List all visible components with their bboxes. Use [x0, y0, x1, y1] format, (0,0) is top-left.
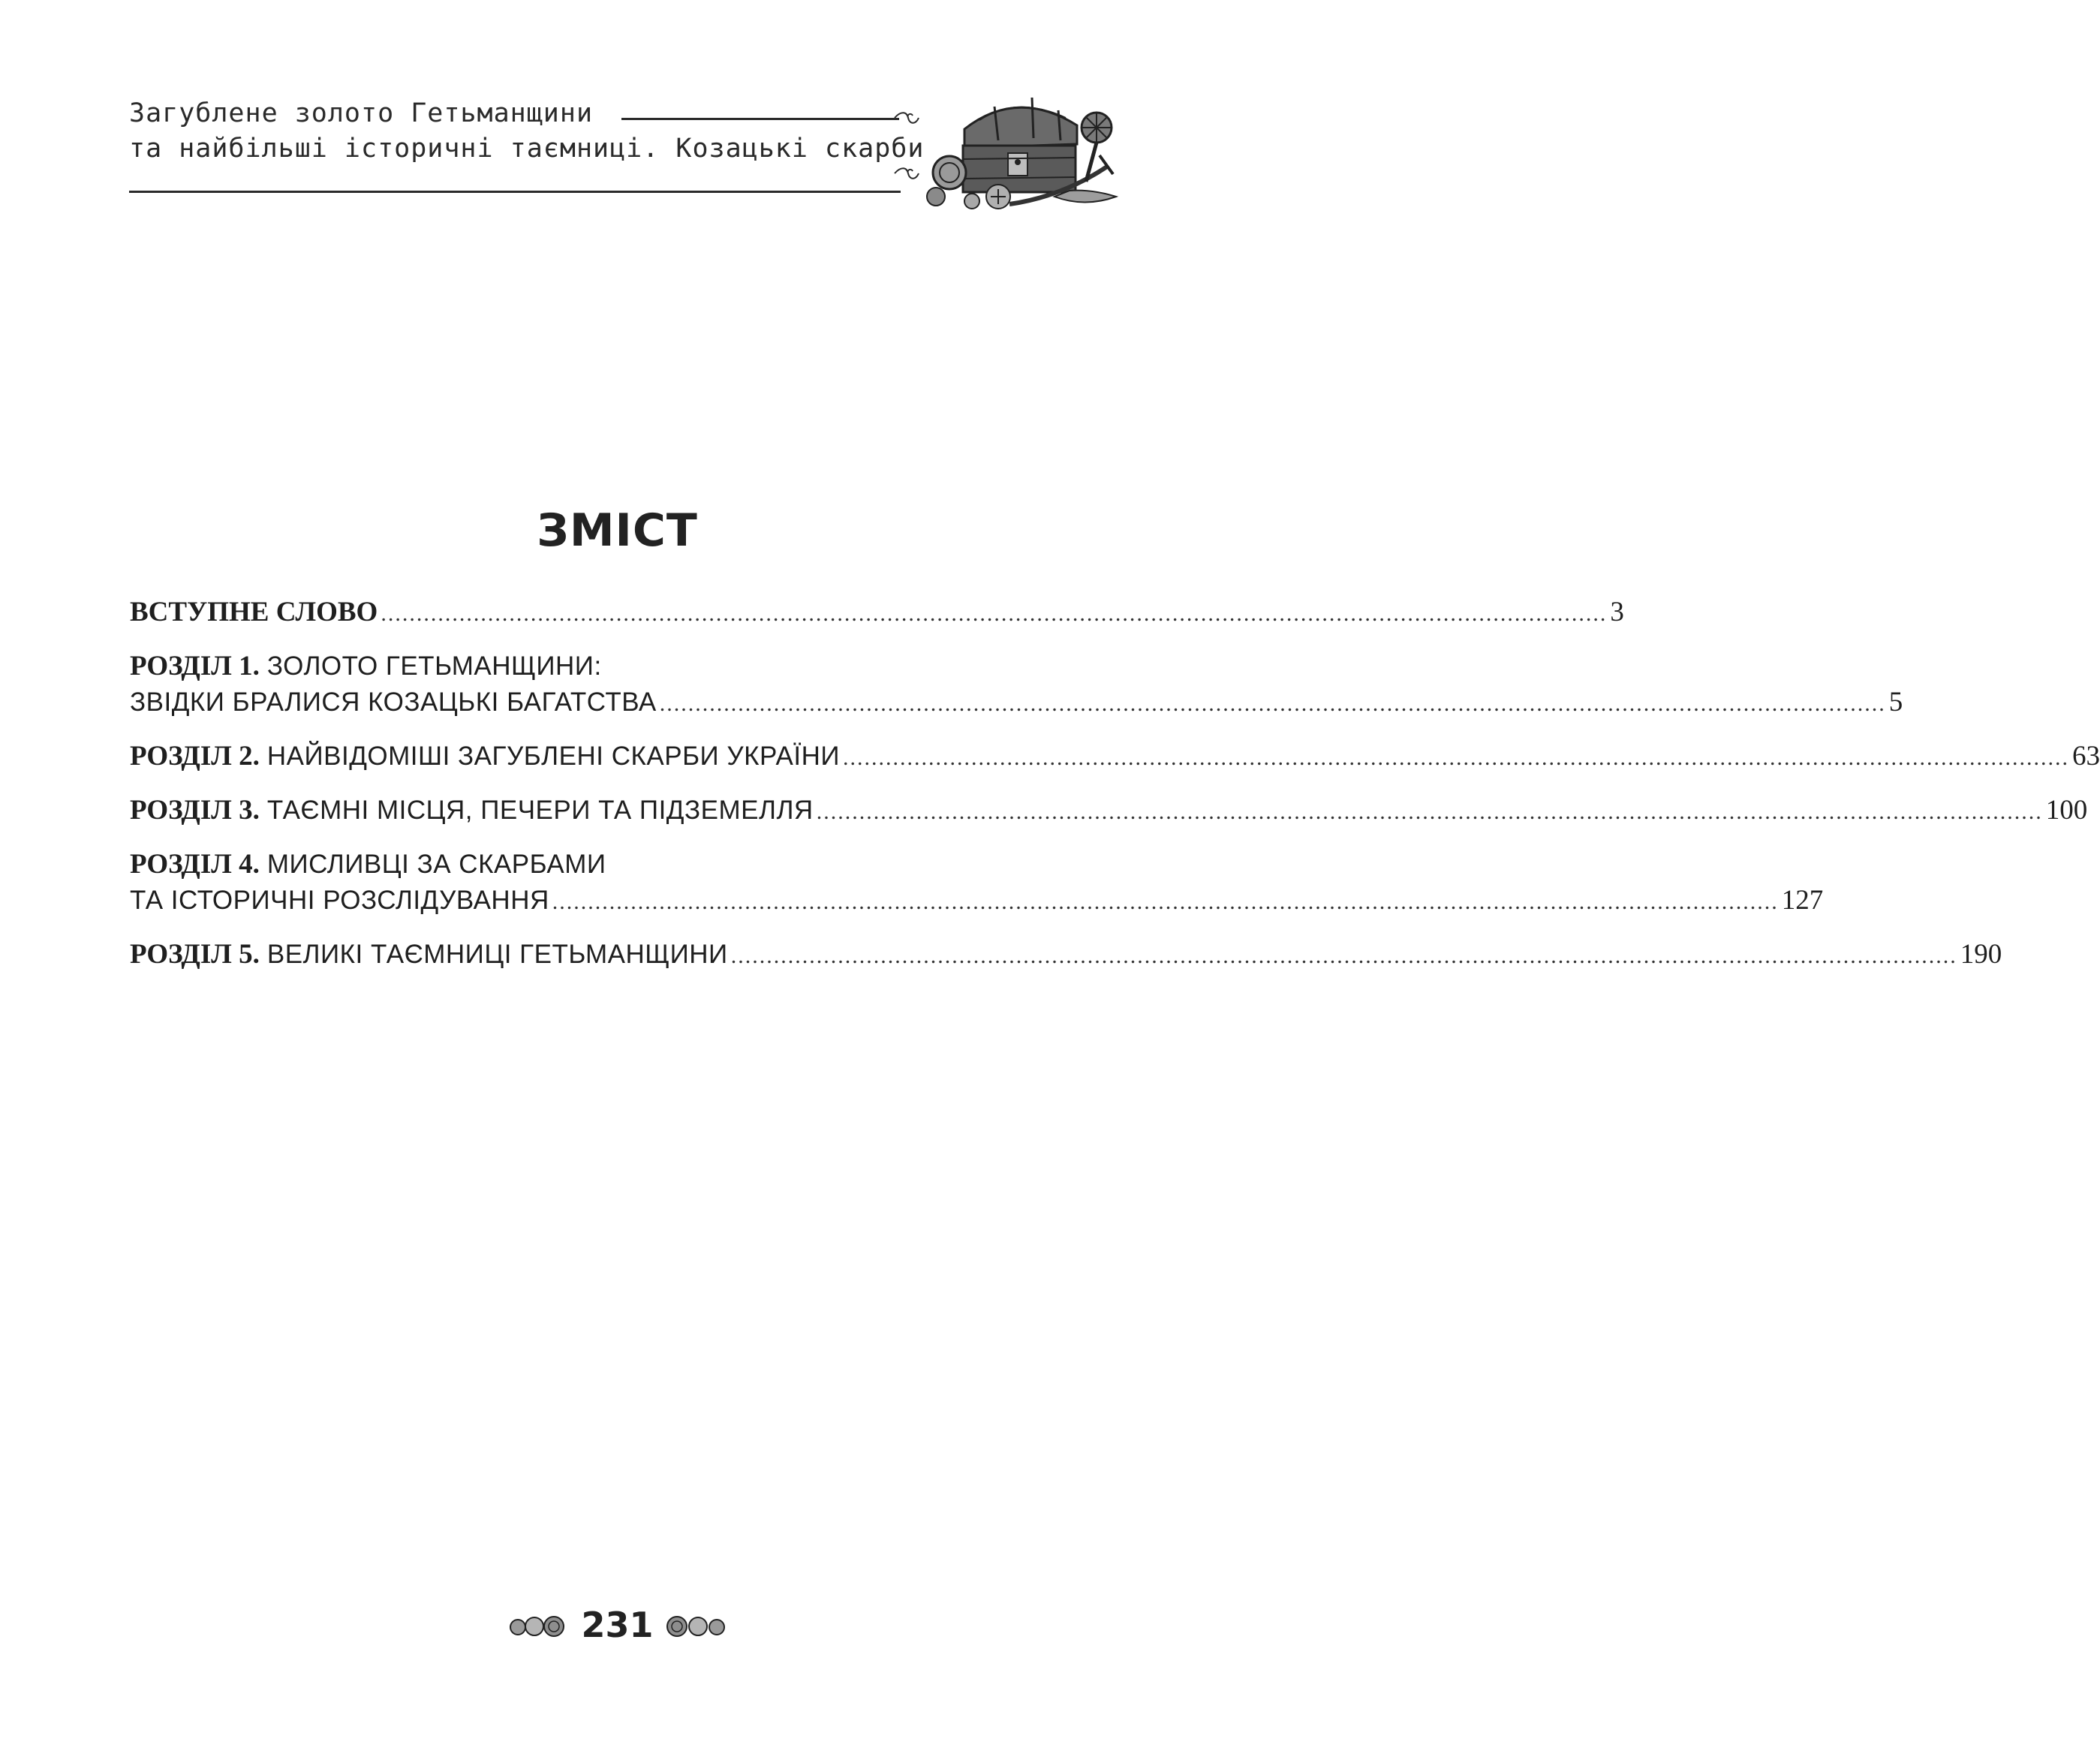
page-footer	[0, 1605, 1235, 1657]
header-rule-top	[621, 118, 899, 120]
toc-entry-label: РОЗДІЛ 2.	[130, 741, 260, 772]
flourish-icon	[893, 110, 920, 126]
coin-icon	[663, 1615, 727, 1638]
toc-entry-label: РОЗДІЛ 3.	[130, 795, 260, 826]
toc-entry-title: МИСЛИВЦІ ЗА СКАРБАМИ	[266, 850, 606, 879]
toc-entry[interactable]	[130, 593, 1624, 633]
table-of-contents	[130, 593, 2100, 989]
toc-entry-title: ЗОЛОТО ГЕТЬМАНЩИНИ:	[266, 651, 602, 681]
book-title-line-1: Загублене золото Гетьманщини	[129, 98, 594, 128]
dot-leader: ............................................................................................................................................................................	[730, 943, 1957, 968]
dot-leader: ............................................................................................................................................................................	[843, 745, 2070, 770]
toc-entry-title-continued: ТА ІСТОРИЧНІ РОЗСЛІДУВАННЯ	[130, 886, 549, 915]
toc-entry-label: РОЗДІЛ 4.	[130, 849, 260, 880]
toc-entry-title: ТАЄМНІ МІСЦЯ, ПЕЧЕРИ ТА ПІДЗЕМЕЛЛЯ	[266, 796, 814, 825]
toc-page-number: 100	[2045, 795, 2088, 826]
toc-entry[interactable]	[130, 935, 2002, 976]
toc-entry[interactable]	[130, 791, 2088, 832]
dot-leader: ............................................................................................................................................................................	[816, 799, 2043, 824]
book-title-line-2: та найбільші історичні таємниці. Козацькі скарби	[129, 134, 925, 164]
toc-entry-label: РОЗДІЛ 1.	[130, 651, 260, 681]
running-header	[0, 0, 1235, 225]
page-number: 231	[581, 1605, 654, 1645]
toc-entry[interactable]	[130, 845, 1824, 922]
toc-entry-label: ВСТУПНЕ СЛОВО	[130, 597, 378, 627]
toc-entry-title: ВЕЛИКІ ТАЄМНИЦІ ГЕТЬМАНЩИНИ	[266, 940, 728, 969]
toc-entry-title: НАЙВІДОМІШІ ЗАГУБЛЕНІ СКАРБИ УКРАЇНИ	[266, 742, 841, 771]
toc-entry[interactable]	[130, 737, 2100, 778]
toc-entry[interactable]	[130, 647, 1903, 724]
toc-page-number: 127	[1781, 885, 1824, 916]
toc-page-number: 190	[1960, 939, 2002, 970]
toc-page-number: 5	[1888, 687, 1903, 718]
flourish-icon	[893, 165, 920, 182]
toc-page-number: 3	[1610, 597, 1624, 627]
dot-leader: ............................................................................................................................................................................	[552, 889, 1779, 914]
toc-title: ЗМІСТ	[537, 504, 698, 557]
dot-leader: ............................................................................................................................................................................	[659, 691, 1886, 716]
toc-entry-label: РОЗДІЛ 5.	[130, 939, 260, 970]
toc-page-number: 63	[2072, 741, 2100, 772]
dot-leader: ............................................................................................................................................................................	[381, 601, 1608, 626]
treasure-chest-icon	[919, 84, 1122, 212]
header-rule-bottom	[129, 191, 901, 193]
toc-entry-title-continued: ЗВІДКИ БРАЛИСЯ КОЗАЦЬКІ БАГАТСТВА	[130, 687, 657, 717]
